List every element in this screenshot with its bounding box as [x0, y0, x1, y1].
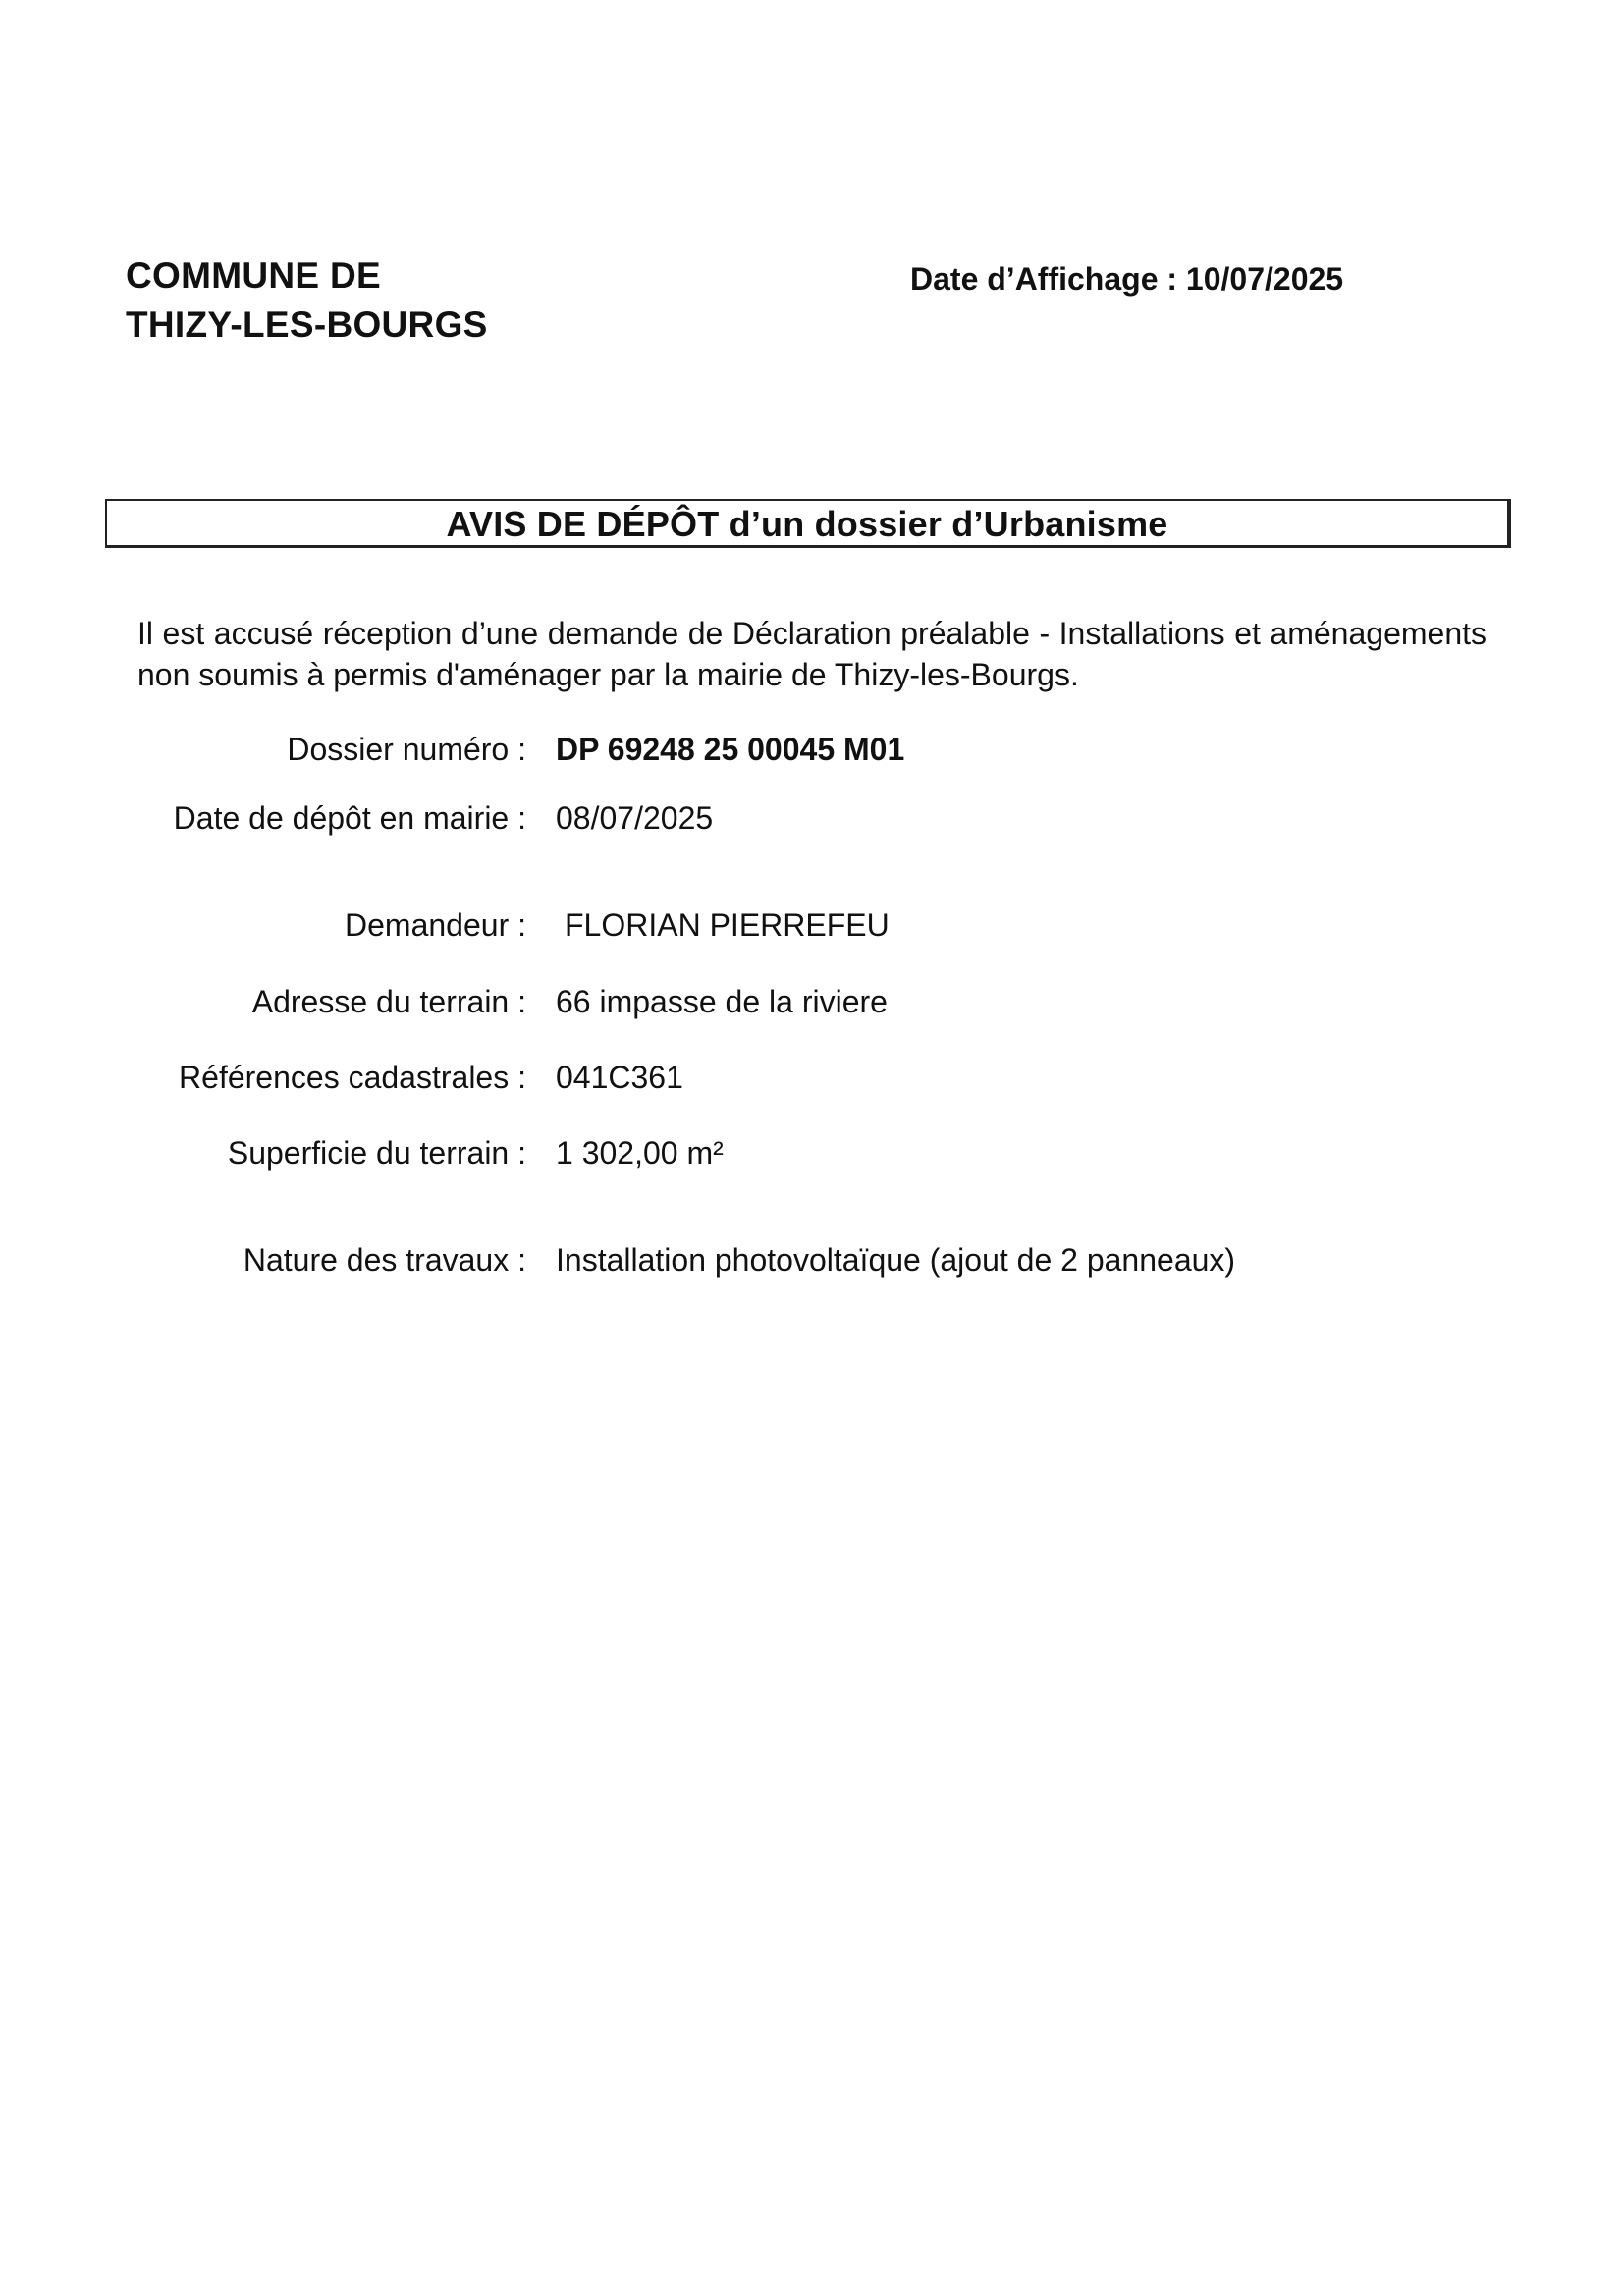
commune-line-2: THIZY-LES-BOURGS: [126, 304, 488, 345]
nature-value: Installation photovoltaïque (ajout de 2 panneaux): [556, 1242, 1236, 1278]
intro-paragraph: Il est accusé réception d’une demande de Déclaration préalable - Installations et aménagements non soumis à permis d'aménager par la mairie de Thizy-les-Bourgs.: [137, 616, 1487, 692]
date-depot-label: Date de dépôt en mairie :: [173, 800, 526, 836]
title-box: [105, 499, 1511, 548]
dossier-value: DP 69248 25 00045 M01: [556, 732, 905, 767]
demandeur-label: Demandeur :: [345, 907, 526, 943]
demandeur-value: FLORIAN PIERREFEU: [565, 907, 890, 943]
commune-name: [126, 251, 488, 350]
references-label: Références cadastrales :: [179, 1060, 526, 1095]
date-affichage: Date d’Affichage : 10/07/2025: [910, 261, 1344, 297]
references-value: 041C361: [556, 1060, 683, 1095]
document-title: AVIS DE DÉPÔT d’un dossier d’Urbanisme: [446, 504, 1168, 544]
superficie-value: 1 302,00 m²: [556, 1135, 724, 1171]
adresse-value: 66 impasse de la riviere: [556, 984, 888, 1019]
dossier-label: Dossier numéro :: [287, 732, 526, 767]
superficie-label: Superficie du terrain :: [227, 1135, 526, 1171]
adresse-label: Adresse du terrain :: [251, 984, 526, 1019]
date-depot-value: 08/07/2025: [556, 800, 714, 836]
nature-label: Nature des travaux :: [243, 1242, 526, 1278]
commune-line-1: COMMUNE DE: [126, 255, 381, 296]
